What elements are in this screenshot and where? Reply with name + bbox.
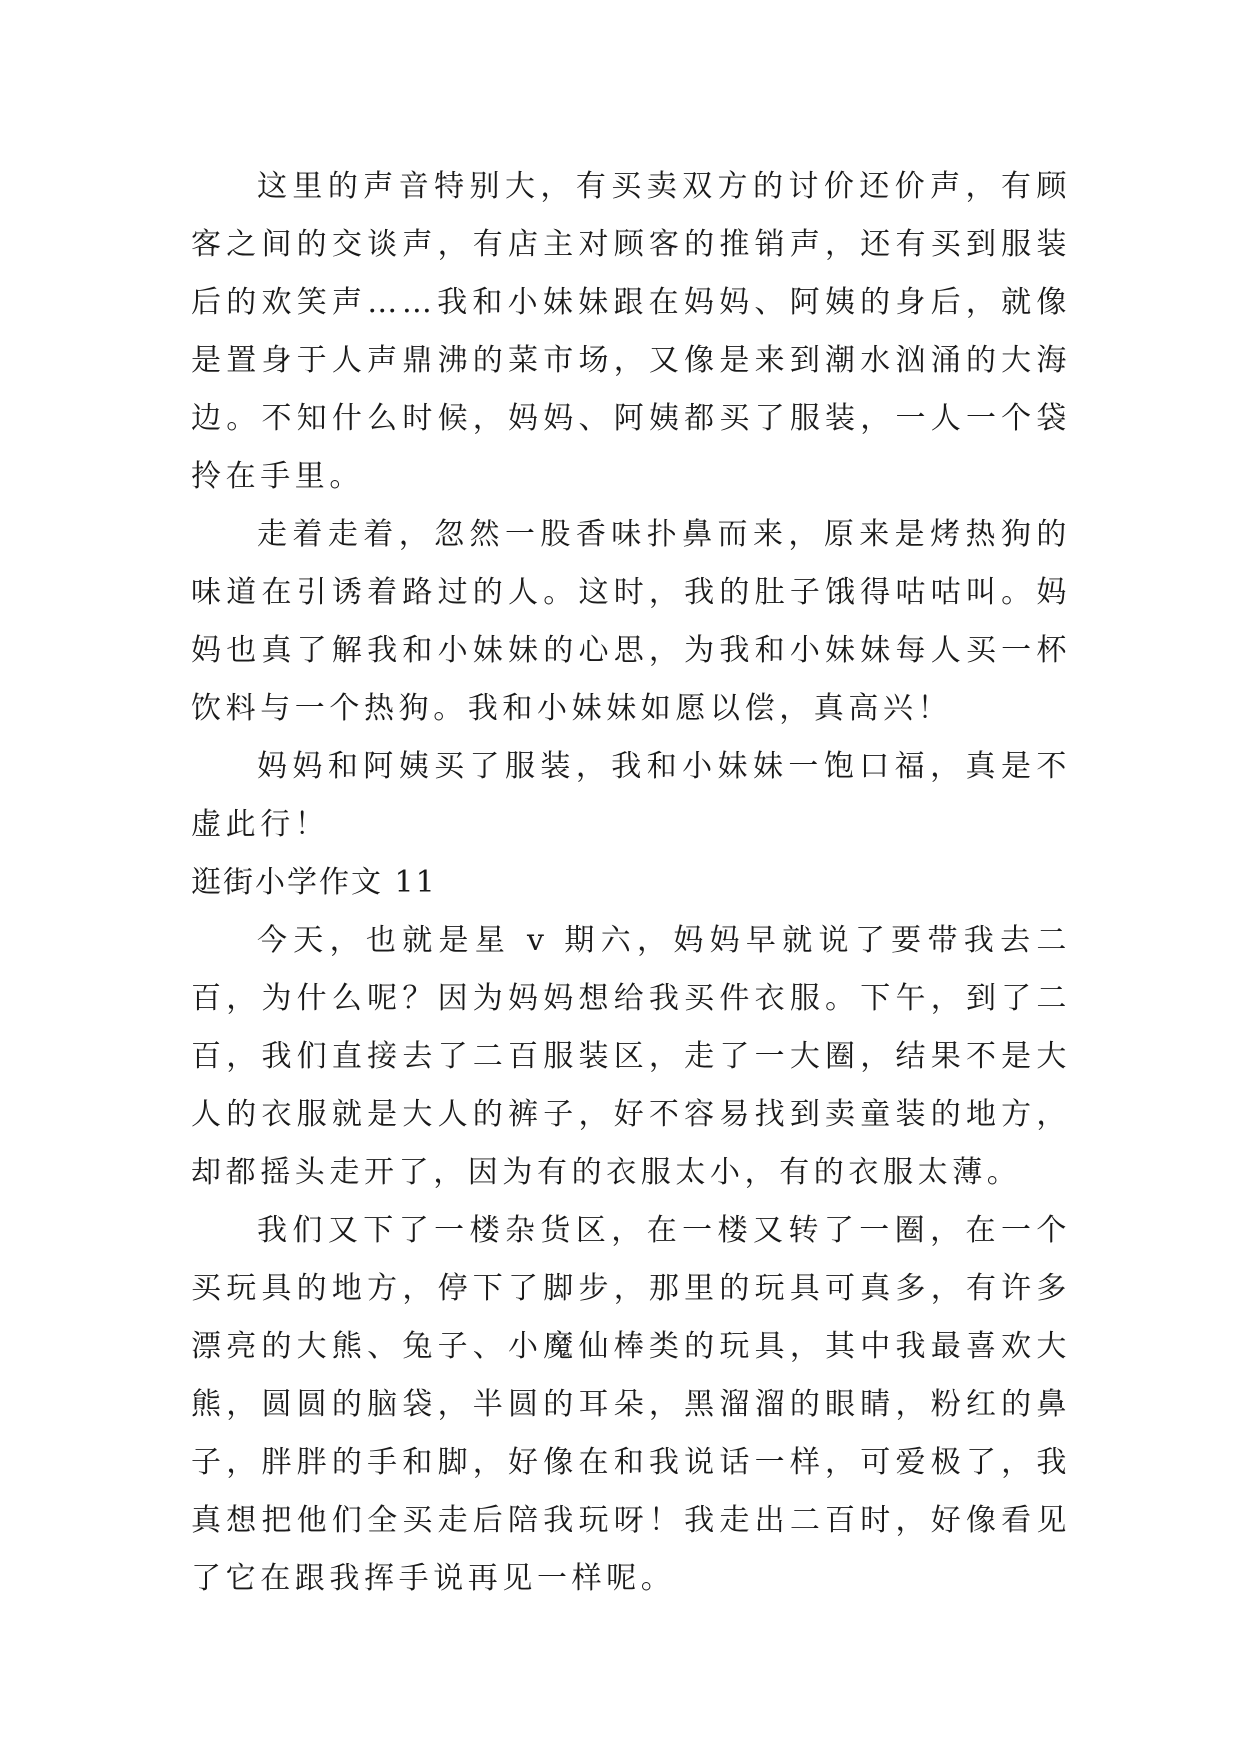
section-title: 逛街小学作文 11	[191, 865, 437, 900]
paragraph-hotdog: 走着走着，忽然一股香味扑鼻而来，原来是烤热狗的味道在引诱着路过的人。这时，我的肚子饿得咕咕叫。妈妈也真了解我和小妹妹的心思，为我和小妹妹每人买一杯饮料与一个热狗。我和小妹妹如愿以偿，真高兴！	[191, 517, 1071, 726]
paragraph-conclusion: 妈妈和阿姨买了服装，我和小妹妹一饱口福，真是不虚此行！	[191, 749, 1071, 842]
paragraph-toys: 我们又下了一楼杂货区，在一楼又转了一圈，在一个买玩具的地方，停下了脚步，那里的玩具可真多，有许多漂亮的大熊、兔子、小魔仙棒类的玩具，其中我最喜欢大熊，圆圆的脑袋，半圆的耳朵，黑溜溜的眼睛，粉红的鼻子，胖胖的手和脚，好像在和我说话一样，可爱极了，我真想把他们全买走后陪我玩呀！我走出二百时，好像看见了它在跟我挥手说再见一样呢。	[191, 1213, 1071, 1596]
paragraph-saturday: 今天，也就是星 v 期六，妈妈早就说了要带我去二百，为什么呢？因为妈妈想给我买件衣服。下午，到了二百，我们直接去了二百服装区，走了一大圈，结果不是大人的衣服就是大人的裤子，好不容易找到卖童装的地方，却都摇头走开了，因为有的衣服太小，有的衣服太薄。	[191, 923, 1071, 1190]
paragraph-market-noise: 这里的声音特别大，有买卖双方的讨价还价声，有顾客之间的交谈声，有店主对顾客的推销声，还有买到服装后的欢笑声……我和小妹妹跟在妈妈、阿姨的身后，就像是置身于人声鼎沸的菜市场，又像是来到潮水汹涌的大海边。不知什么时候，妈妈、阿姨都买了服装，一人一个袋拎在手里。	[191, 169, 1071, 494]
document-page	[191, 158, 1071, 1608]
